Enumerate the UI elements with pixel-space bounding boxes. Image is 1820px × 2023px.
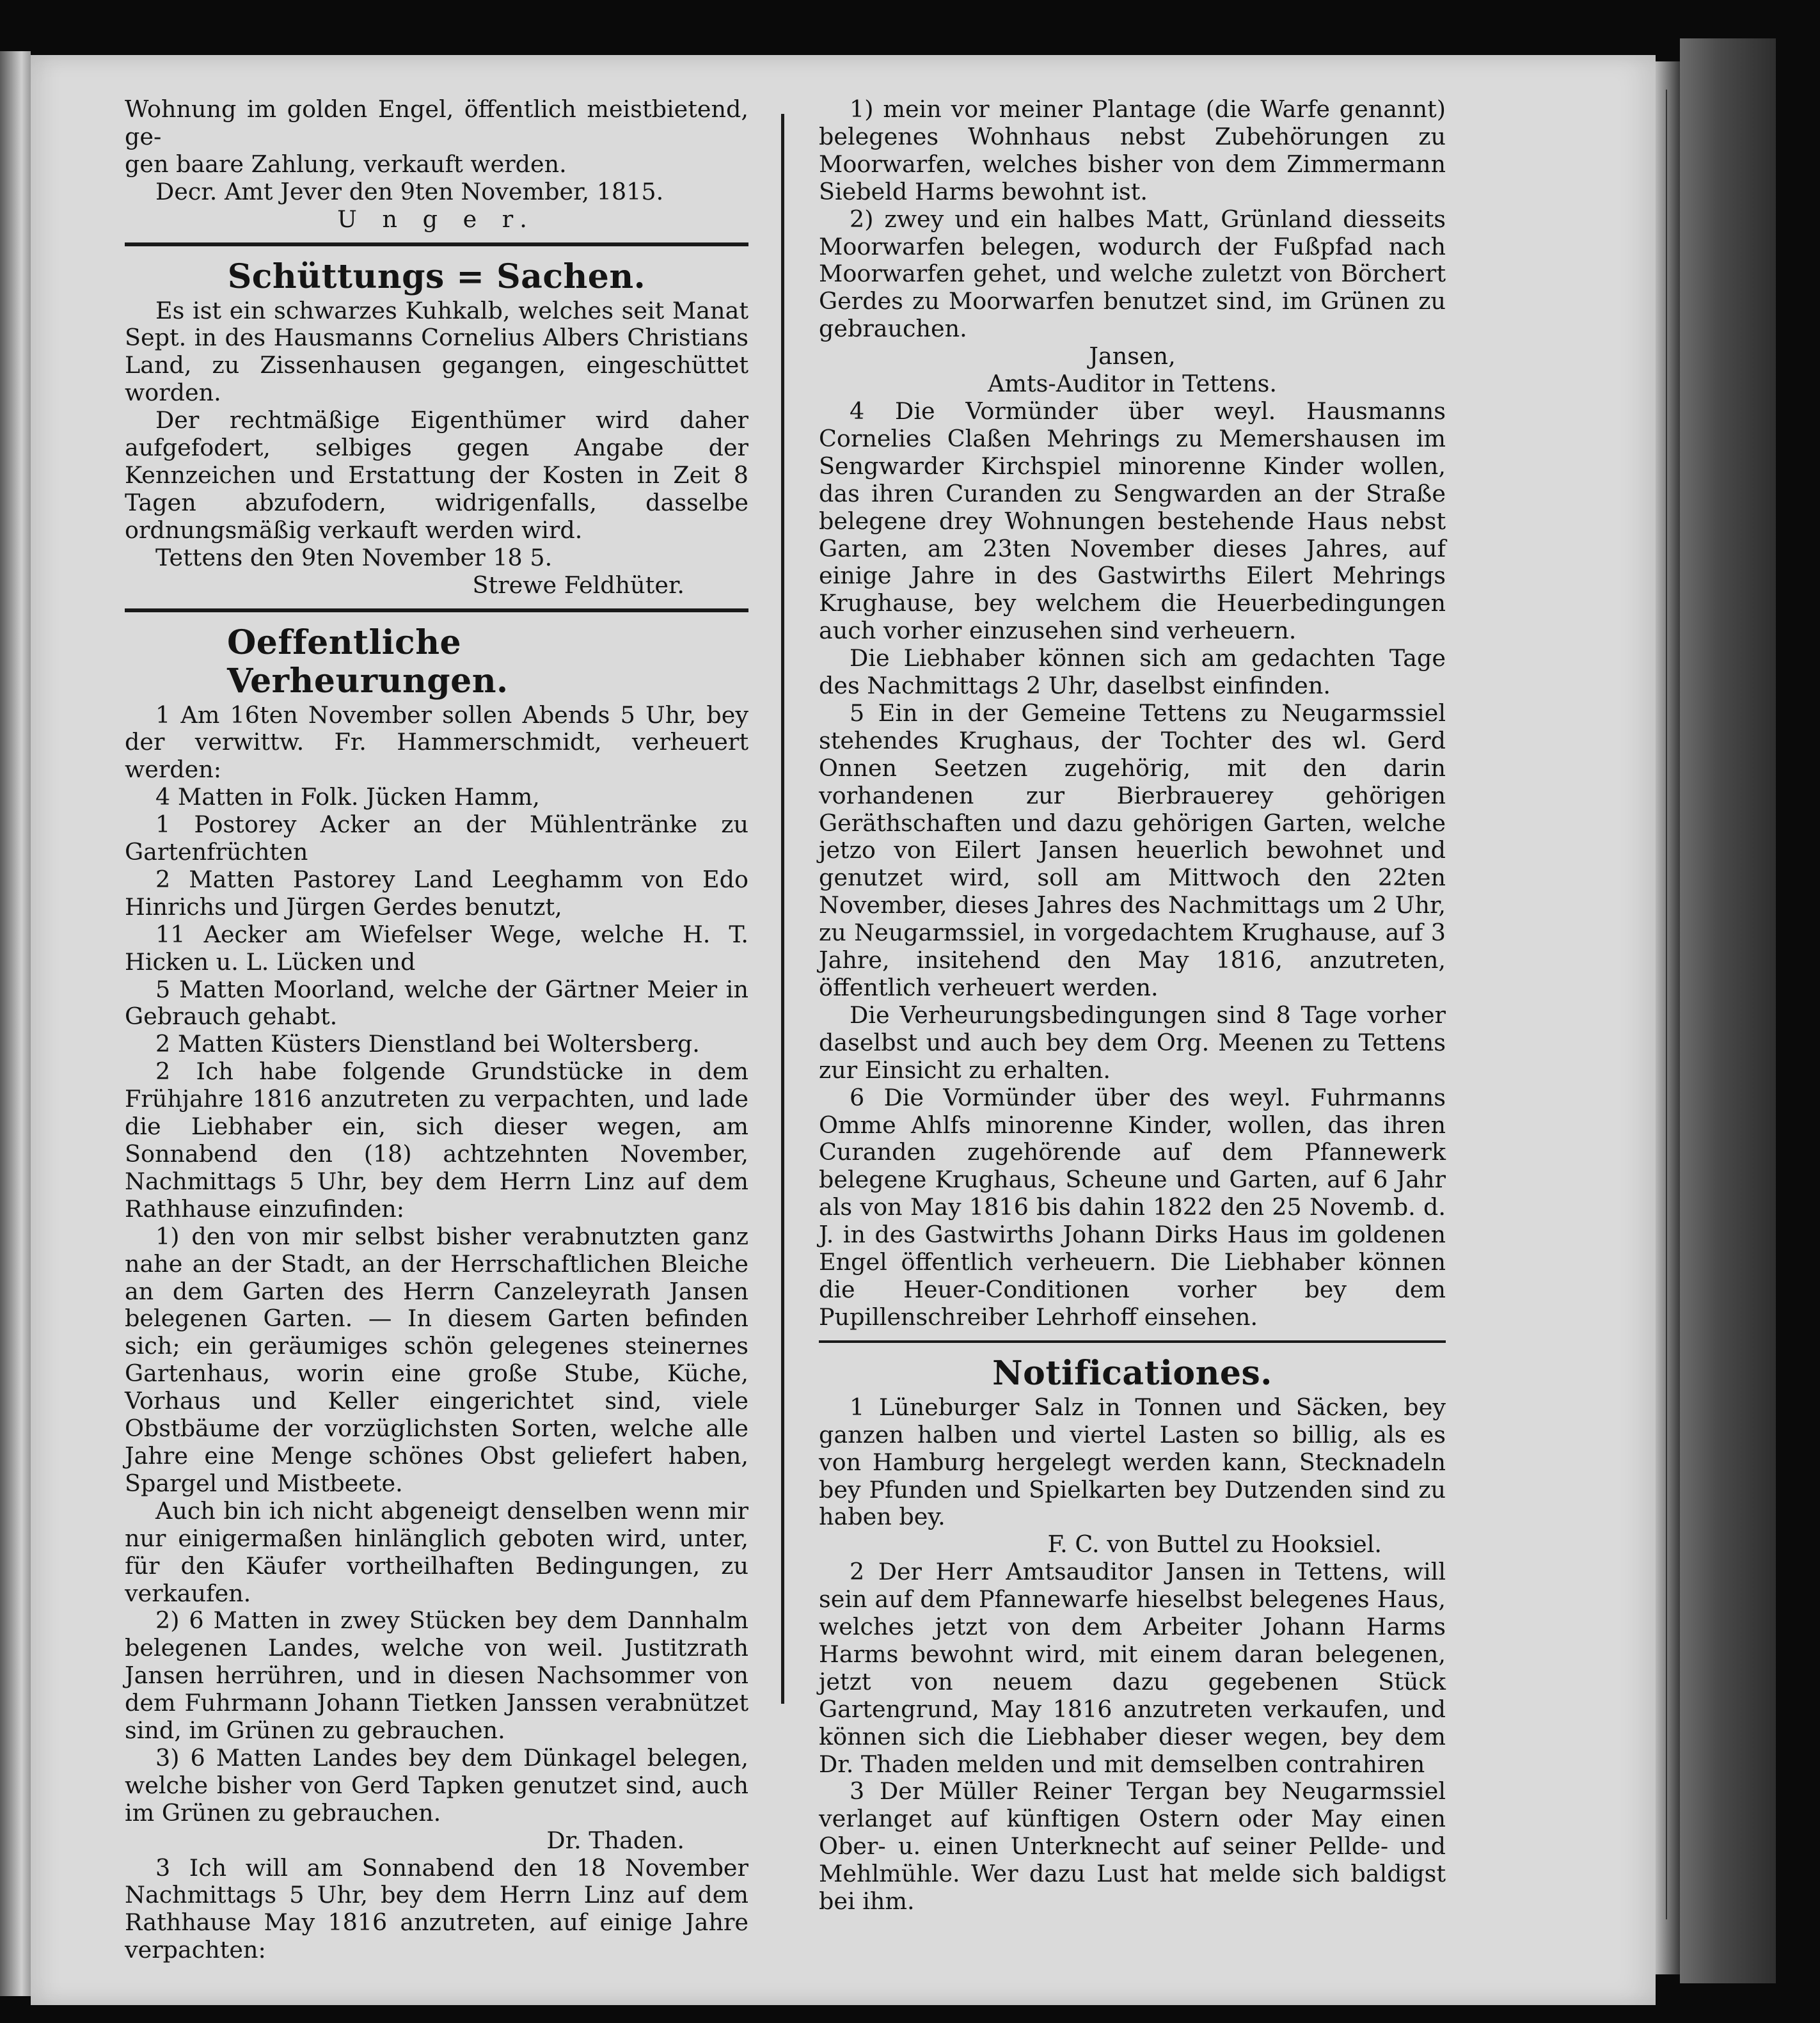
verheurung-item: 3) 6 Matten Landes bey dem Dünkagel belegen, welche bisher von Gerd Tapken genutzet sind, auch im Grünen zu gebrauchen. <box>125 1743 748 1827</box>
schuettung-date: Tettens den 9ten November 18 5. <box>155 543 553 571</box>
verheurung-item: 1 Am 16ten November sollen Abends 5 Uhr, bey der verwittw. Fr. Hammerschmidt, verheuert werden: <box>125 701 748 784</box>
jansen-signature: Jansen, <box>1089 342 1176 370</box>
right-column <box>819 96 1446 1916</box>
book-cover <box>1680 38 1776 1983</box>
verheurung-item: 5 Matten Moorland, welche der Gärtner Meier in Gebrauch gehabt. <box>125 975 748 1031</box>
lead-signature: U n g e r. <box>337 205 536 233</box>
verheurung-item: 2) 6 Matten in zwey Stücken bey dem Dannhalm belegenen Landes, welche von weil. Justitzrath Jansen herrühren, und in diesen Nachsommer von dem Fuhrmann Johann Tietken Janssen verabnützet sind, im Grünen zu gebrauchen. <box>125 1606 748 1745</box>
notification-signature: F. C. von Buttel zu Hooksiel. <box>1047 1530 1382 1559</box>
section-rule <box>125 608 748 612</box>
thaden-signature: Dr. Thaden. <box>546 1826 684 1854</box>
schuettung-signature: Strewe Feldhüter. <box>472 571 684 599</box>
column-divider <box>781 114 784 1704</box>
right-para: 2) zwey und ein halbes Matt, Grünland diesseits Moorwarfen belegen, wodurch der Fußpfad nach Moorwarfen gehet, und welche zuletzt von Börchert Gerdes zu Moorwarfen benutzet sind, im Grünen zu gebrauchen. <box>819 205 1446 343</box>
verheurung-item: 4 Matten in Folk. Jücken Hamm, <box>155 783 540 811</box>
verheurung-item: 2 Matten Küsters Dienstland bei Woltersberg. <box>155 1030 700 1058</box>
binding-line <box>1666 90 1667 1919</box>
verheurung-item: 2 Matten Pastorey Land Leeghamm von Edo Hinrichs und Jürgen Gerdes benutzt, <box>125 865 748 921</box>
notification-item: 3 Der Müller Reiner Tergan bey Neugarmssiel verlanget auf künftigen Ostern oder May einen Ober- u. einen Unterknecht auf seiner Pellde- und Mehlmühle. Wer dazu Lust hat melde sich baldigst bei ihm. <box>819 1777 1446 1916</box>
lead-line: gen baare Zahlung, verkauft werden. <box>125 150 567 178</box>
schuettung-para: Es ist ein schwarzes Kuhkalb, welches seit Manat Sept. in des Hausmanns Cornelius Albers Christians Land, zu Zissenhausen gegangen, eingeschüttet worden. <box>125 296 748 407</box>
right-para: Die Verheurungsbedingungen sind 8 Tage vorher daselbst und auch bey dem Org. Meenen zu Tettens zur Einsicht zu erhalten. <box>819 1001 1446 1084</box>
notification-item: 1 Lüneburger Salz in Tonnen und Säcken, bey ganzen halben und viertel Lasten so billig, als es von Hamburg hergelegt werden kann, Stecknadeln bey Pfunden und Spielkarten bey Dutzenden sind zu haben bey. <box>819 1393 1446 1531</box>
left-column <box>125 96 748 1964</box>
section-rule <box>819 1340 1446 1343</box>
right-para: 6 Die Vormünder über des weyl. Fuhrmanns Omme Ahlfs minorenne Kinder, wollen, das ihren Curanden zugehörende auf dem Pfannewerk belegene Krughaus, Scheune und Garten, auf 6 Jahr als von May 1816 bis dahin 1822 den 25 Novemb. d. J. in des Gastwirths Johann Dirks Haus im goldenen Engel öffentlich verheuern. Die Liebhaber können die Heuer-Conditionen vorher bey dem Pupillenschreiber Lehrhoff einsehen. <box>819 1083 1446 1331</box>
verheurung-item: Auch bin ich nicht abgeneigt denselben wenn mir nur einigermaßen hinlänglich geboten wird, unter, für den Käufer vortheilhaften Bedingungen, zu verkaufen. <box>125 1496 748 1607</box>
right-para: 4 Die Vormünder über weyl. Hausmanns Cornelies Claßen Mehrings zu Memershausen im Sengwarder Kirchspiel minorenne Kinder wollen, das ihren Curanden zu Sengwarden an der Straße belegene drey Wohnungen bestehende Haus nebst Garten, am 23ten November dieses Jahres, auf einige Jahre in des Gastwirths Eilert Mehrings Krughause, bey welchem die Heuerbedingungen auch vorher einzusehen sind verheuern. <box>819 397 1446 645</box>
verheurung-item: 11 Aecker am Wiefelser Wege, welche H. T. Hicken u. L. Lücken und <box>125 920 748 976</box>
verheurung-item: 1 Postorey Acker an der Mühlentränke zu Gartenfrüchten <box>125 811 748 866</box>
right-para: Die Liebhaber können sich am gedachten Tage des Nachmittags 2 Uhr, daselbst einfinden. <box>819 644 1446 700</box>
schuettung-heading: Schüttungs = Sachen. <box>227 257 646 296</box>
right-para: 5 Ein in der Gemeine Tettens zu Neugarmssiel stehendes Krughaus, der Tochter des wl. Gerd Onnen Seetzen zugehörig, mit den darin vorhandenen zur Bierbrauerey gehörigen Geräthschaften und dazu gehörigen Garten, welche jetzo von Eilert Jansen heuerlich bewohnet und genutzet wird, soll am Mittwoch den 22ten November, dieses Jahres des Nachmittags um 2 Uhr, zu Neugarmssiel, in vorgedachtem Krughause, auf 3 Jahre, insitehend den May 1816, anzutreten, öffentlich verheuert werden. <box>819 699 1446 1001</box>
jansen-title: Amts-Auditor in Tettens. <box>988 370 1277 398</box>
notificationes-heading: Notificationes. <box>992 1353 1272 1393</box>
schuettung-para: Der rechtmäßige Eigenthümer wird daher aufgefodert, selbiges gegen Angabe der Kennzeichen und Erstattung der Kosten in Zeit 8 Tagen abzufodern, widrigenfalls, dasselbe ordnungsmäßig verkauft werden wird. <box>125 406 748 544</box>
verheurung-item: 1) den von mir selbst bisher verabnutzten ganz nahe an der Stadt, an der Herrschaftlichen Bleiche an dem Garten des Herrn Canzeleyrath Jansen belegenen Garten. — In diesem Garten befinden sich; ein geräumiges schön gelegenes steinernes Gartenhaus, worin eine große Stube, Küche, Vorhaus und Keller eingerichtet sind, viele Obstbäume der vorzüglichsten Sorten, welche alle Jahre eine Menge schönes Obst geliefert haben, Spargel und Mistbeete. <box>125 1222 748 1497</box>
verheurung-item: 2 Ich habe folgende Grundstücke in dem Frühjahre 1816 anzutreten zu verpachten, und lade die Liebhaber ein, sich dieser wegen, am Sonnabend den (18) achtzehnten November, Nachmittags 5 Uhr, bey dem Herrn Linz auf dem Rathhause einzufinden: <box>125 1058 748 1223</box>
lead-date: Decr. Amt Jever den 9ten November, 1815. <box>155 177 664 205</box>
previous-page-edge <box>0 51 31 1996</box>
page-stack-edge <box>1656 61 1680 1974</box>
notification-item: 2 Der Herr Amtsauditor Jansen in Tettens, will sein auf dem Pfannewarfe hieselbst belegenes Haus, welches jetzt von dem Arbeiter Johann Harms Harms bewohnt wird, mit einem daran belegenen, jetzt von neuem dazu gegebenen Stück Gartengrund, May 1816 anzutreten verkaufen, und können sich die Liebhaber dieser wegen, bey dem Dr. Thaden melden und mit demselben contrahiren <box>819 1558 1446 1778</box>
section-rule <box>125 242 748 246</box>
verheurung-item: 3 Ich will am Sonnabend den 18 November Nachmittags 5 Uhr, bey dem Herrn Linz auf dem Rathhause May 1816 anzutreten, auf einige Jahre verpachten: <box>125 1853 748 1964</box>
lead-line: Wohnung im golden Engel, öffentlich meistbietend, ge- <box>125 95 748 150</box>
right-para: 1) mein vor meiner Plantage (die Warfe genannt) belegenes Wohnhaus nebst Zubehörungen zu Moorwarfen, welches bisher von dem Zimmermann Siebeld Harms bewohnt ist. <box>819 95 1446 205</box>
verheurungen-heading: Oeffentliche Verheurungen. <box>227 623 509 701</box>
